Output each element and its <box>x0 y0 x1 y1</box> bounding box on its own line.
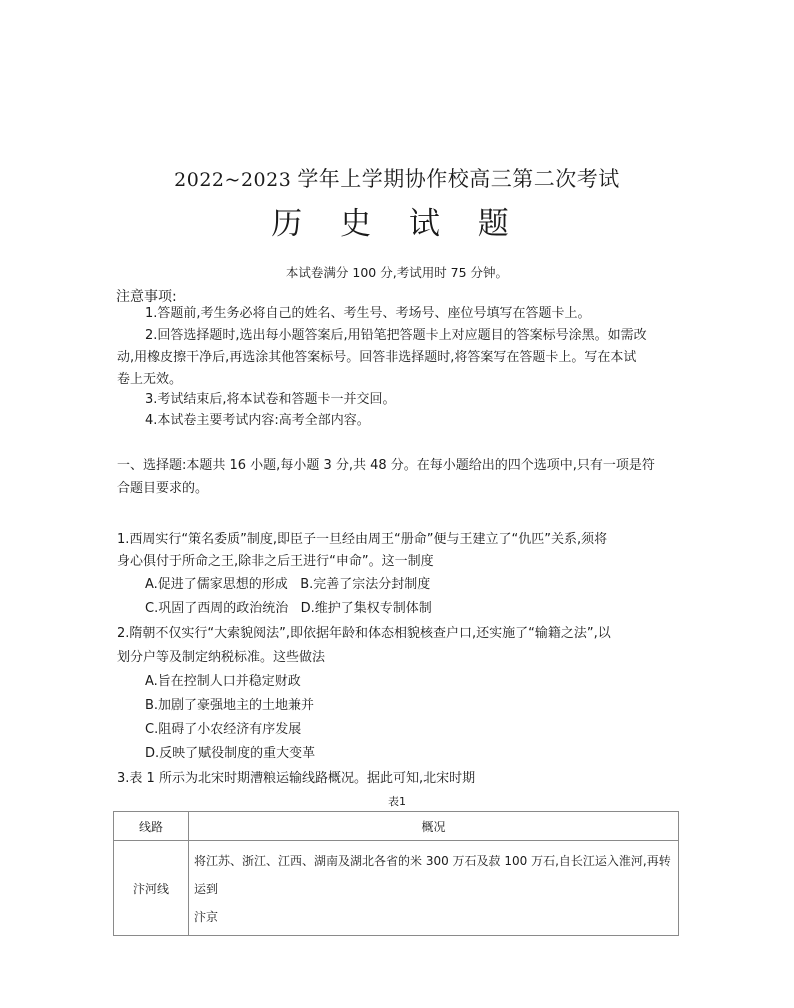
exam-name: 学年上学期协作校高三第二次考试 <box>297 167 620 191</box>
notice-heading: 注意事项: <box>116 289 177 305</box>
section-1-heading-line-2: 合题目要求的。 <box>117 481 209 496</box>
table-header-overview: 概况 <box>189 812 679 841</box>
notice-item-2-line-1: 2.回答选择题时,选出每小题答案后,用铅笔把答题卡上对应题目的答案标号涂黑。如需改 <box>145 328 647 343</box>
question-2-option-a: A.旨在控制人口并稳定财政 <box>145 674 301 689</box>
question-2-line-2: 划分户等及制定纳税标准。这些做法 <box>117 650 326 665</box>
subject-title: 历 史 试 题 <box>271 206 523 242</box>
table-header-route: 线路 <box>114 812 189 841</box>
exam-title <box>0 163 794 193</box>
question-2-option-b: B.加剧了豪强地主的土地兼并 <box>145 698 315 713</box>
table-header-row <box>114 812 679 841</box>
school-year: 2022~2023 <box>174 169 292 191</box>
question-1-options-ab: A.促进了儒家思想的形成 B.完善了宗法分封制度 <box>145 577 431 592</box>
notice-item-2-line-3: 卷上无效。 <box>117 372 183 387</box>
notice-item-2-line-2: 动,用橡皮擦干净后,再选涂其他答案标号。回答非选择题时,将答案写在答题卡上。写在本试 <box>117 350 637 365</box>
notice-item-4: 4.本试卷主要考试内容:高考全部内容。 <box>145 413 370 428</box>
question-2-line-1: 2.隋朝不仅实行“大索貌阅法”,即依据年龄和体态相貌核查户口,还实施了“输籍之法”,以 <box>117 626 611 641</box>
question-1-options-cd: C.巩固了西周的政治统治 D.维护了集权专制体制 <box>145 601 432 616</box>
grain-transport-table <box>113 811 679 936</box>
table-row <box>114 841 679 936</box>
table-cell-overview <box>189 841 679 936</box>
overview-line-1: 将江苏、浙江、江西、湖南及湖北各省的米 300 万石及菽 100 万石,自长江运入淮河,再转运到 <box>194 854 671 896</box>
question-1-line-2: 身心俱付于所命之王,除非之后王进行“申命”。这一制度 <box>117 554 434 569</box>
section-1-heading-line-1: 一、选择题:本题共 16 小题,每小题 3 分,共 48 分。在每小题给出的四个选项中,只有一项是符 <box>117 458 655 473</box>
question-3-line-1: 3.表 1 所示为北宋时期漕粮运输线路概况。据此可知,北宋时期 <box>117 771 476 786</box>
question-2-option-d: D.反映了赋役制度的重大变革 <box>145 746 316 761</box>
notice-item-3: 3.考试结束后,将本试卷和答题卡一并交回。 <box>145 392 396 407</box>
table-caption: 表1 <box>388 795 406 808</box>
table-cell-route: 汴河线 <box>114 841 189 936</box>
question-2-option-c: C.阻碍了小农经济有序发展 <box>145 722 302 737</box>
notice-item-1: 1.答题前,考生务必将自己的姓名、考生号、考场号、座位号填写在答题卡上。 <box>145 306 591 321</box>
exam-info: 本试卷满分 100 分,考试用时 75 分钟。 <box>285 265 509 280</box>
overview-line-2: 汴京 <box>194 910 219 924</box>
question-1-line-1: 1.西周实行“策名委质”制度,即臣子一旦经由周王“册命”便与王建立了“仇匹”关系,须将 <box>117 532 608 547</box>
